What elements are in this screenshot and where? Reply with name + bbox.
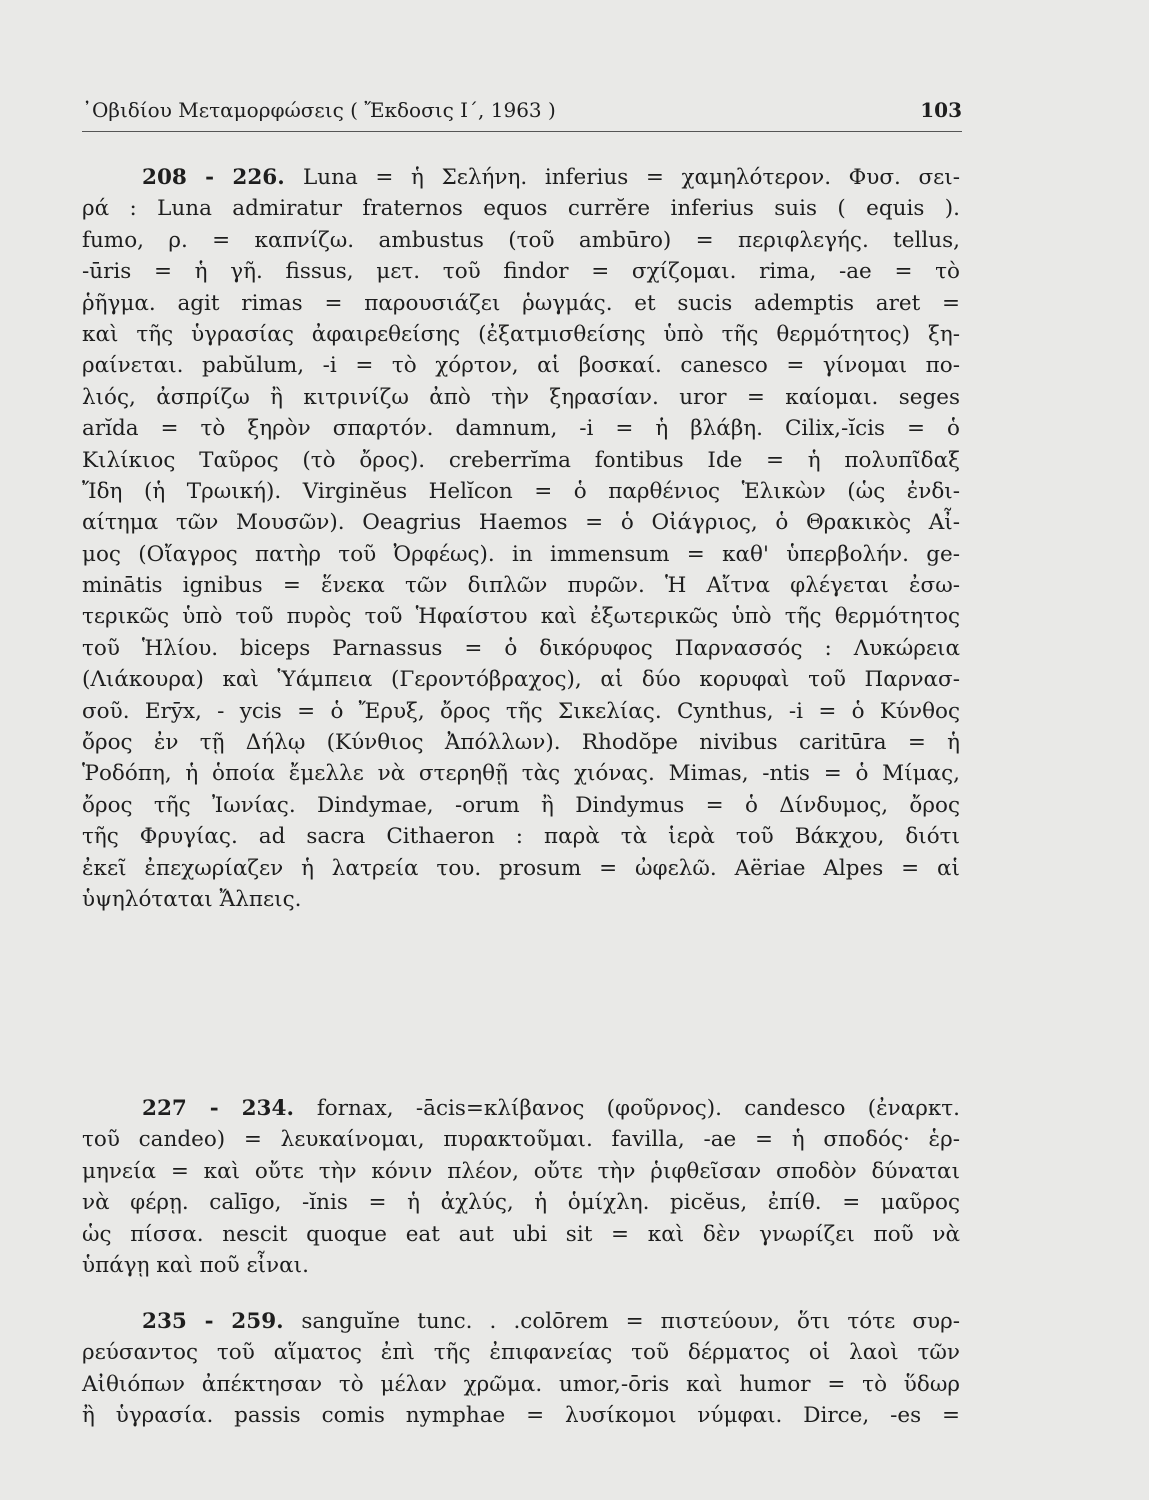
line-text: καὶ τῆς ὑγρασίας ἀφαιρεθείσης (ἐξατμισθείσης ὑπὸ τῆς θερμότητος) ξη-	[82, 321, 960, 347]
line-text: νὰ φέρῃ. calīgo, -ĭnis = ἡ ἀχλύς, ἡ ὁμίχλη. picĕus, ἐπίθ. = μαῦρος	[82, 1190, 960, 1216]
line-text: τῆς Φρυγίας. ad sacra Cithaeron : παρὰ τὰ ἱερὰ τοῦ Βάκχου, διότι	[82, 824, 960, 850]
text-line	[82, 1156, 960, 1187]
text-line	[82, 1369, 960, 1400]
line-text: ρεύσαντος τοῦ αἵματος ἐπὶ τῆς ἐπιφανείας τοῦ δέρματος οἱ λαοὶ τῶν	[82, 1340, 960, 1366]
line-text: ὡς πίσσα. nescit quoque eat aut ubi sit = καὶ δὲν γνωρίζει ποῦ νὰ	[82, 1221, 960, 1247]
text-line	[82, 1306, 960, 1337]
text-line	[82, 193, 960, 224]
line-text: -ūris = ἡ γῆ. fissus, μετ. τοῦ findor = σχίζομαι. rima, -ae = τὸ	[82, 259, 960, 285]
text-line	[82, 853, 960, 884]
line-text: ἢ ὑγρασία. passis comis nymphae = λυσίκομοι νύμφαι. Dirce, -es =	[82, 1403, 960, 1429]
paragraph-235-259	[82, 1306, 960, 1432]
text-line	[82, 162, 960, 193]
verse-range: 227 - 234.	[142, 1096, 317, 1121]
line-text: μηνεία = καὶ οὔτε τὴν κόνιν πλέον, οὔτε τὴν ῥιφθεῖσαν σποδὸν δύναται	[82, 1158, 960, 1184]
text-line	[82, 790, 960, 821]
line-text: τοῦ candeo) = λευκαίνομαι, πυρακτοῦμαι. favilla, -ae = ἡ σποδός· ἑρ-	[82, 1127, 960, 1153]
line-text: τερικῶς ὑπὸ τοῦ πυρὸς τοῦ Ἡφαίστου καὶ ἐξωτερικῶς ὑπὸ τῆς θερμότητος	[82, 604, 960, 630]
line-text: Αἰθιόπων ἀπέκτησαν τὸ μέλαν χρῶμα. umor,-ōris καὶ humor = τὸ ὕδωρ	[82, 1371, 960, 1397]
line-text: ῥῆγμα. agit rimas = παρουσιάζει ῥωγμάς. et sucis ademptis aret =	[82, 290, 960, 316]
text-line	[82, 601, 960, 632]
line-text: λιός, ἀσπρίζω ἢ κιτρινίζω ἀπὸ τὴν ξηρασίαν. uror = καίομαι. seges	[82, 384, 960, 410]
text-line	[82, 664, 960, 695]
line-text: Ῥοδόπη, ἡ ὁποία ἔμελλε νὰ στερηθῇ τὰς χιόνας. Mimas, -ntis = ὁ Μίμας,	[82, 761, 960, 787]
line-text: Ἴδη (ἡ Τρωική). Virginĕus Helĭcon = ὁ παρθένιος Ἑλικὼν (ὡς ἐνδι-	[82, 478, 960, 504]
line-text: τοῦ Ἡλίου. biceps Parnassus = ὁ δικόρυφος Παρνασσός : Λυκώρεια	[82, 635, 960, 661]
text-line	[82, 1400, 960, 1431]
text-line	[82, 1187, 960, 1218]
text-line	[82, 256, 960, 287]
line-text: ρά : Luna admiratur fraternos equos currĕre inferius suis ( equis ).	[82, 196, 960, 222]
line-text: fumo, ρ. = καπνίζω. ambustus (τοῦ ambūro) = περιφλεγής. tellus,	[82, 227, 960, 253]
text-line	[82, 288, 960, 319]
line-text: arĭda = τὸ ξηρὸν σπαρτόν. damnum, -i = ἡ βλάβη. Cilix,-ĭcis = ὁ	[82, 416, 960, 442]
text-line	[82, 225, 960, 256]
running-title: ᾿Οβιδίου Μεταμορφώσεις ( Ἔκδοσις Ι΄, 1963 )	[82, 98, 556, 122]
text-line	[82, 350, 960, 381]
text-line	[82, 884, 960, 915]
text-line	[82, 821, 960, 852]
text-line	[82, 319, 960, 350]
line-text: μος (Οἴαγρος πατὴρ τοῦ Ὀρφέως). in immensum = καθ' ὑπερβολήν. ge-	[82, 541, 960, 567]
verse-range: 235 - 259.	[142, 1309, 302, 1334]
line-text: αίτημα τῶν Μουσῶν). Oeagrius Haemos = ὁ Οἰάγριος, ὁ Θρακικὸς Αἶ-	[82, 510, 960, 536]
line-text: (Λιάκουρα) καὶ Ὑάμπεια (Γεροντόβραχος), αἱ δύο κορυφαὶ τοῦ Παρνασ-	[82, 667, 960, 693]
text-line	[82, 570, 960, 601]
line-text: sanguĭne tunc. . .colōrem = πιστεύουν, ὅτι τότε συρ-	[301, 1309, 960, 1334]
line-text: ὑψηλόταται Ἄλπεις.	[82, 886, 302, 912]
line-text: ἐκεῖ ἐπεχωρίαζεν ἡ λατρεία του. prosum = ὠφελῶ. Aëriae Alpes = αἱ	[82, 855, 960, 881]
line-text: ραίνεται. pabŭlum, -i = τὸ χόρτον, αἱ βοσκαί. canesco = γίνομαι πο-	[82, 353, 960, 379]
line-text: ὑπάγῃ καὶ ποῦ εἶναι.	[82, 1252, 309, 1278]
paragraph-227-234	[82, 1093, 960, 1281]
page-number: 103	[920, 98, 962, 122]
line-text: ὄρος τῆς Ἰωνίας. Dindymae, -orum ἢ Dindymus = ὁ Δίνδυμος, ὄρος	[82, 792, 960, 818]
text-line	[82, 633, 960, 664]
line-text: ὄρος ἐν τῇ Δήλῳ (Κύνθιος Ἀπόλλων). Rhodŏpe nivibus caritūra = ἡ	[82, 730, 960, 756]
text-line	[82, 758, 960, 789]
line-text: σοῦ. Erȳx, - ycis = ὁ Ἔρυξ, ὄρος τῆς Σικελίας. Cynthus, -i = ὁ Κύνθος	[82, 698, 960, 724]
line-text: Κιλίκιος Ταῦρος (τὸ ὄρος). creberrĭma fontibus Ide = ἡ πολυπῖδαξ	[82, 447, 960, 473]
text-line	[82, 382, 960, 413]
text-line	[82, 413, 960, 444]
text-line	[82, 696, 960, 727]
text-line	[82, 727, 960, 758]
text-line	[82, 476, 960, 507]
text-line	[82, 539, 960, 570]
verse-range: 208 - 226.	[142, 165, 303, 190]
text-line	[82, 1250, 960, 1281]
text-line	[82, 445, 960, 476]
text-line	[82, 1219, 960, 1250]
line-text: minātis ignibus = ἕνεκα τῶν διπλῶν πυρῶν. Ἡ Αἴτνα φλέγεται ἐσω-	[82, 573, 960, 599]
text-line	[82, 1337, 960, 1368]
text-line	[82, 1093, 960, 1124]
line-text: fornax, -ācis=κλίβανος (φοῦρνος). candesco (ἐναρκτ.	[316, 1096, 961, 1121]
text-line	[82, 507, 960, 538]
header-rule	[82, 131, 962, 132]
text-line	[82, 1124, 960, 1155]
paragraph-208-226	[82, 162, 960, 915]
line-text: Luna = ἡ Σελήνη. inferius = χαμηλότερον. Φυσ. σει-	[303, 165, 960, 190]
